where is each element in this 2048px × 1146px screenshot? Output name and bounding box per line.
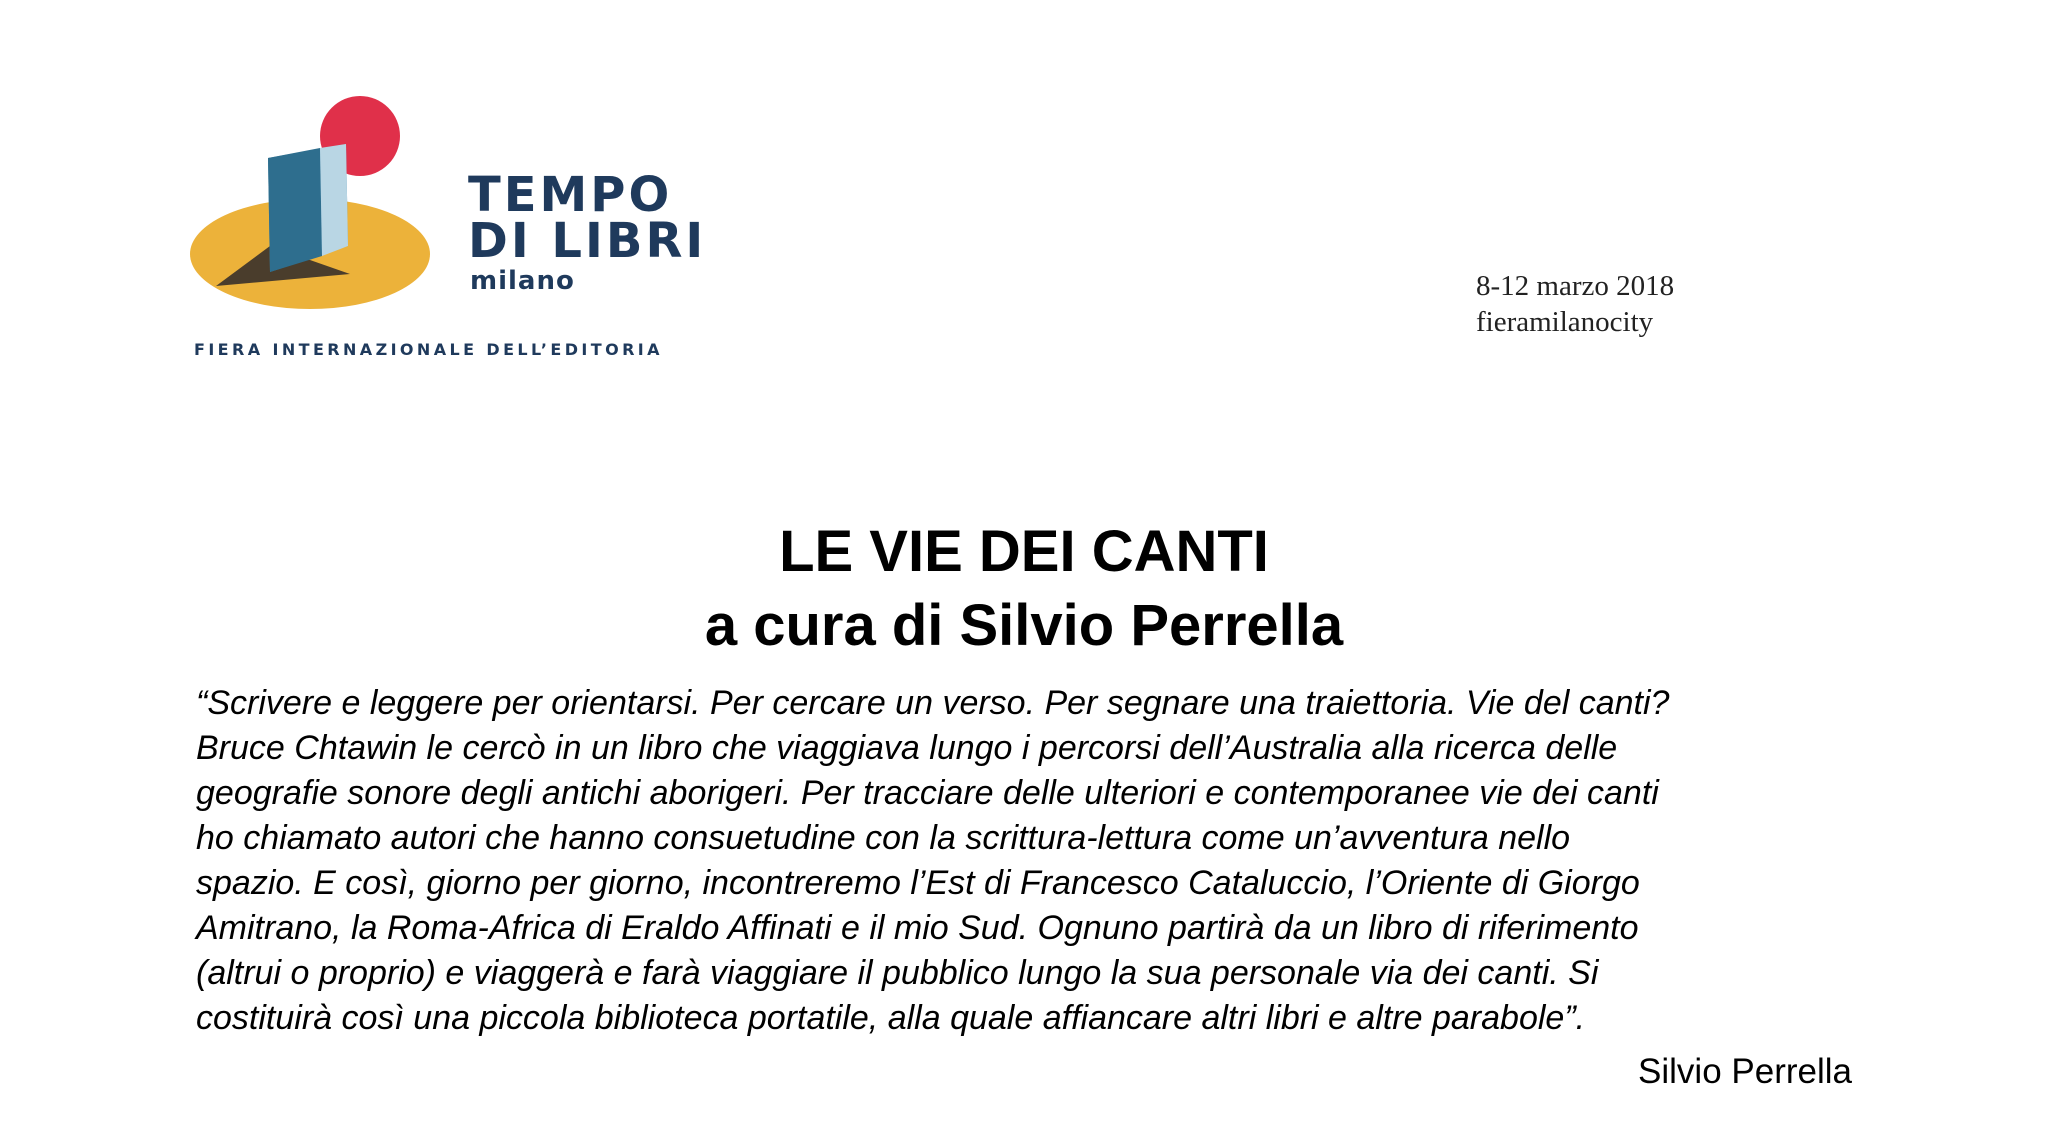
quote-line: ho chiamato autori che hanno consuetudine con la scrittura-lettura come un’avventura nello [196, 819, 1571, 857]
book-sun-logo-icon [190, 96, 450, 316]
signature: Silvio Perrella [1638, 1052, 1852, 1091]
logo-title-line2: DI LIBRI [468, 213, 707, 269]
event-info [1476, 268, 1674, 340]
quote-line: Amitrano, la Roma-Africa di Eraldo Affinati e il mio Sud. Ognuno partirà da un libro di riferimento [196, 909, 1639, 947]
event-dates: 8-12 marzo 2018 [1476, 270, 1675, 302]
quote-line: (altrui o proprio) e viaggerà e farà viaggiare il pubblico lungo la sua personale via dei canti. Si [196, 954, 1599, 992]
logo-city: milano [470, 266, 575, 296]
logo-title-line1: TEMPO [468, 167, 673, 223]
event-venue: fieramilanocity [1476, 306, 1654, 338]
heading-title: LE VIE DEI CANTI [779, 519, 1269, 584]
logo-title [468, 167, 707, 269]
page-heading [0, 515, 2048, 663]
logo-tagline: FIERA INTERNAZIONALE DELL’EDITORIA [194, 340, 663, 359]
tempo-di-libri-logo [190, 96, 707, 366]
quote-line: “Scrivere e leggere per orientarsi. Per cercare un verso. Per segnare una traiettoria. Vie del canti? [196, 684, 1670, 722]
quote-line: spazio. E così, giorno per giorno, incontreremo l’Est di Francesco Cataluccio, l’Oriente di Giorgo [196, 864, 1640, 902]
quote-line: geografie sonore degli antichi aborigeri. Per tracciare delle ulteriori e contemporanee vie dei canti [196, 774, 1659, 812]
quote-line: Bruce Chtawin le cercò in un libro che viaggiava lungo i percorsi dell’Australia alla ricerca delle [196, 729, 1618, 767]
quote-line: costituirà così una piccola biblioteca portatile, alla quale affiancare altri libri e altre parabole”. [196, 999, 1586, 1037]
quote-paragraph [196, 681, 1896, 1041]
heading-subtitle: a cura di Silvio Perrella [704, 593, 1344, 658]
